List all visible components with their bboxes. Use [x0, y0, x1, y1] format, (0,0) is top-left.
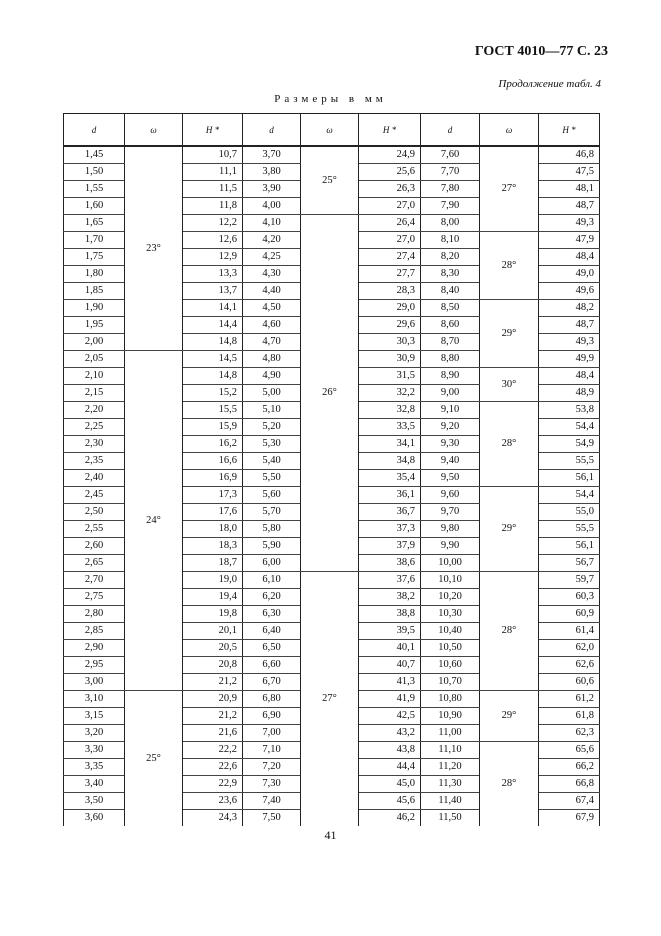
h-cell: 19,0	[183, 572, 243, 589]
omega-cell: 28°	[480, 572, 539, 691]
h-cell: 48,2	[539, 300, 600, 317]
col-header: ω	[301, 114, 359, 147]
d-cell: 4,00	[243, 198, 301, 215]
dimensions-table	[63, 113, 600, 826]
omega-cell: 25°	[301, 146, 359, 215]
col-header: ω	[125, 114, 183, 147]
d-cell: 6,40	[243, 623, 301, 640]
h-cell: 25,6	[359, 164, 421, 181]
d-cell: 5,40	[243, 453, 301, 470]
h-cell: 56,1	[539, 470, 600, 487]
d-cell: 2,80	[64, 606, 125, 623]
d-cell: 8,70	[421, 334, 480, 351]
d-cell: 10,50	[421, 640, 480, 657]
h-cell: 66,8	[539, 776, 600, 793]
h-cell: 20,8	[183, 657, 243, 674]
d-cell: 5,60	[243, 487, 301, 504]
d-cell: 1,55	[64, 181, 125, 198]
d-cell: 2,10	[64, 368, 125, 385]
d-cell: 1,50	[64, 164, 125, 181]
d-cell: 4,10	[243, 215, 301, 232]
h-cell: 29,0	[359, 300, 421, 317]
h-cell: 40,1	[359, 640, 421, 657]
h-cell: 62,3	[539, 725, 600, 742]
h-cell: 12,9	[183, 249, 243, 266]
d-cell: 3,10	[64, 691, 125, 708]
d-cell: 2,25	[64, 419, 125, 436]
d-cell: 9,80	[421, 521, 480, 538]
d-cell: 5,10	[243, 402, 301, 419]
d-cell: 2,35	[64, 453, 125, 470]
d-cell: 7,20	[243, 759, 301, 776]
d-cell: 10,60	[421, 657, 480, 674]
d-cell: 3,50	[64, 793, 125, 810]
h-cell: 15,9	[183, 419, 243, 436]
h-cell: 16,6	[183, 453, 243, 470]
d-cell: 7,00	[243, 725, 301, 742]
h-cell: 22,2	[183, 742, 243, 759]
h-cell: 56,1	[539, 538, 600, 555]
units-caption: Размеры в мм	[274, 93, 387, 105]
h-cell: 48,4	[539, 249, 600, 266]
h-cell: 44,4	[359, 759, 421, 776]
d-cell: 9,10	[421, 402, 480, 419]
d-cell: 8,30	[421, 266, 480, 283]
omega-cell: 29°	[480, 691, 539, 742]
omega-cell: 28°	[480, 232, 539, 300]
h-cell: 46,2	[359, 810, 421, 827]
d-cell: 6,00	[243, 555, 301, 572]
h-cell: 48,4	[539, 368, 600, 385]
h-cell: 36,7	[359, 504, 421, 521]
d-cell: 2,95	[64, 657, 125, 674]
h-cell: 21,6	[183, 725, 243, 742]
d-cell: 3,70	[243, 146, 301, 164]
h-cell: 33,5	[359, 419, 421, 436]
h-cell: 60,6	[539, 674, 600, 691]
h-cell: 17,6	[183, 504, 243, 521]
h-cell: 22,6	[183, 759, 243, 776]
h-cell: 45,6	[359, 793, 421, 810]
d-cell: 5,50	[243, 470, 301, 487]
h-cell: 41,3	[359, 674, 421, 691]
col-header: H *	[183, 114, 243, 147]
d-cell: 10,00	[421, 555, 480, 572]
h-cell: 66,2	[539, 759, 600, 776]
d-cell: 8,40	[421, 283, 480, 300]
d-cell: 1,75	[64, 249, 125, 266]
h-cell: 39,5	[359, 623, 421, 640]
d-cell: 3,40	[64, 776, 125, 793]
d-cell: 10,70	[421, 674, 480, 691]
h-cell: 14,4	[183, 317, 243, 334]
h-cell: 47,5	[539, 164, 600, 181]
h-cell: 21,2	[183, 708, 243, 725]
h-cell: 55,5	[539, 453, 600, 470]
h-cell: 27,7	[359, 266, 421, 283]
h-cell: 27,0	[359, 198, 421, 215]
d-cell: 10,80	[421, 691, 480, 708]
d-cell: 1,60	[64, 198, 125, 215]
h-cell: 43,2	[359, 725, 421, 742]
h-cell: 30,9	[359, 351, 421, 368]
d-cell: 3,90	[243, 181, 301, 198]
d-cell: 1,90	[64, 300, 125, 317]
d-cell: 8,80	[421, 351, 480, 368]
h-cell: 61,4	[539, 623, 600, 640]
h-cell: 26,3	[359, 181, 421, 198]
d-cell: 1,45	[64, 146, 125, 164]
d-cell: 4,70	[243, 334, 301, 351]
h-cell: 20,9	[183, 691, 243, 708]
h-cell: 31,5	[359, 368, 421, 385]
d-cell: 7,60	[421, 146, 480, 164]
h-cell: 54,9	[539, 436, 600, 453]
h-cell: 16,9	[183, 470, 243, 487]
d-cell: 2,20	[64, 402, 125, 419]
d-cell: 11,30	[421, 776, 480, 793]
col-header: d	[243, 114, 301, 147]
d-cell: 2,75	[64, 589, 125, 606]
d-cell: 1,65	[64, 215, 125, 232]
h-cell: 32,8	[359, 402, 421, 419]
h-cell: 11,8	[183, 198, 243, 215]
d-cell: 4,50	[243, 300, 301, 317]
h-cell: 22,9	[183, 776, 243, 793]
h-cell: 27,4	[359, 249, 421, 266]
d-cell: 8,10	[421, 232, 480, 249]
h-cell: 11,5	[183, 181, 243, 198]
omega-cell: 30°	[480, 368, 539, 402]
h-cell: 38,6	[359, 555, 421, 572]
h-cell: 60,9	[539, 606, 600, 623]
d-cell: 2,15	[64, 385, 125, 402]
d-cell: 2,50	[64, 504, 125, 521]
d-cell: 2,30	[64, 436, 125, 453]
d-cell: 5,00	[243, 385, 301, 402]
d-cell: 2,65	[64, 555, 125, 572]
d-cell: 6,70	[243, 674, 301, 691]
h-cell: 24,3	[183, 810, 243, 827]
d-cell: 2,85	[64, 623, 125, 640]
d-cell: 6,90	[243, 708, 301, 725]
d-cell: 4,60	[243, 317, 301, 334]
d-cell: 2,90	[64, 640, 125, 657]
h-cell: 15,5	[183, 402, 243, 419]
d-cell: 3,15	[64, 708, 125, 725]
table-header-row	[64, 114, 600, 147]
d-cell: 3,20	[64, 725, 125, 742]
col-header: ω	[480, 114, 539, 147]
d-cell: 7,50	[243, 810, 301, 827]
h-cell: 27,0	[359, 232, 421, 249]
h-cell: 67,9	[539, 810, 600, 827]
h-cell: 43,8	[359, 742, 421, 759]
h-cell: 36,1	[359, 487, 421, 504]
h-cell: 62,6	[539, 657, 600, 674]
h-cell: 19,8	[183, 606, 243, 623]
d-cell: 4,90	[243, 368, 301, 385]
h-cell: 20,5	[183, 640, 243, 657]
h-cell: 54,4	[539, 487, 600, 504]
h-cell: 35,4	[359, 470, 421, 487]
omega-cell: 24°	[125, 351, 183, 691]
h-cell: 65,6	[539, 742, 600, 759]
h-cell: 49,6	[539, 283, 600, 300]
h-cell: 55,0	[539, 504, 600, 521]
h-cell: 59,7	[539, 572, 600, 589]
d-cell: 8,00	[421, 215, 480, 232]
h-cell: 18,3	[183, 538, 243, 555]
d-cell: 4,20	[243, 232, 301, 249]
h-cell: 56,7	[539, 555, 600, 572]
h-cell: 19,4	[183, 589, 243, 606]
h-cell: 67,4	[539, 793, 600, 810]
d-cell: 10,20	[421, 589, 480, 606]
d-cell: 8,60	[421, 317, 480, 334]
d-cell: 5,90	[243, 538, 301, 555]
h-cell: 24,9	[359, 146, 421, 164]
h-cell: 42,5	[359, 708, 421, 725]
h-cell: 34,8	[359, 453, 421, 470]
h-cell: 21,2	[183, 674, 243, 691]
table-body	[64, 146, 600, 826]
h-cell: 54,4	[539, 419, 600, 436]
page-number: 41	[324, 828, 337, 842]
h-cell: 48,1	[539, 181, 600, 198]
d-cell: 2,00	[64, 334, 125, 351]
d-cell: 9,60	[421, 487, 480, 504]
omega-cell: 26°	[301, 215, 359, 572]
d-cell: 1,70	[64, 232, 125, 249]
h-cell: 38,2	[359, 589, 421, 606]
h-cell: 62,0	[539, 640, 600, 657]
table-row	[64, 146, 600, 164]
col-header: d	[421, 114, 480, 147]
h-cell: 26,4	[359, 215, 421, 232]
d-cell: 10,40	[421, 623, 480, 640]
h-cell: 29,6	[359, 317, 421, 334]
d-cell: 2,40	[64, 470, 125, 487]
d-cell: 10,10	[421, 572, 480, 589]
h-cell: 37,6	[359, 572, 421, 589]
h-cell: 48,7	[539, 317, 600, 334]
d-cell: 2,55	[64, 521, 125, 538]
h-cell: 38,8	[359, 606, 421, 623]
h-cell: 15,2	[183, 385, 243, 402]
h-cell: 18,7	[183, 555, 243, 572]
omega-cell: 28°	[480, 742, 539, 827]
d-cell: 1,80	[64, 266, 125, 283]
d-cell: 4,30	[243, 266, 301, 283]
h-cell: 14,1	[183, 300, 243, 317]
d-cell: 7,30	[243, 776, 301, 793]
h-cell: 14,8	[183, 368, 243, 385]
d-cell: 2,70	[64, 572, 125, 589]
page-header: ГОСТ 4010—77 С. 23	[474, 44, 608, 59]
h-cell: 48,7	[539, 198, 600, 215]
d-cell: 4,80	[243, 351, 301, 368]
h-cell: 10,7	[183, 146, 243, 164]
h-cell: 28,3	[359, 283, 421, 300]
d-cell: 7,70	[421, 164, 480, 181]
h-cell: 14,5	[183, 351, 243, 368]
h-cell: 16,2	[183, 436, 243, 453]
d-cell: 2,45	[64, 487, 125, 504]
h-cell: 45,0	[359, 776, 421, 793]
col-header: d	[64, 114, 125, 147]
h-cell: 49,9	[539, 351, 600, 368]
omega-cell: 25°	[125, 691, 183, 827]
h-cell: 37,9	[359, 538, 421, 555]
h-cell: 12,2	[183, 215, 243, 232]
h-cell: 49,0	[539, 266, 600, 283]
d-cell: 11,00	[421, 725, 480, 742]
table-continuation-note: Продолжение табл. 4	[498, 78, 601, 90]
d-cell: 2,05	[64, 351, 125, 368]
d-cell: 7,40	[243, 793, 301, 810]
d-cell: 10,90	[421, 708, 480, 725]
d-cell: 9,00	[421, 385, 480, 402]
h-cell: 40,7	[359, 657, 421, 674]
h-cell: 34,1	[359, 436, 421, 453]
h-cell: 46,8	[539, 146, 600, 164]
d-cell: 6,30	[243, 606, 301, 623]
d-cell: 3,35	[64, 759, 125, 776]
d-cell: 8,50	[421, 300, 480, 317]
d-cell: 6,80	[243, 691, 301, 708]
d-cell: 9,50	[421, 470, 480, 487]
h-cell: 13,7	[183, 283, 243, 300]
d-cell: 8,20	[421, 249, 480, 266]
h-cell: 53,8	[539, 402, 600, 419]
h-cell: 18,0	[183, 521, 243, 538]
d-cell: 9,40	[421, 453, 480, 470]
d-cell: 5,20	[243, 419, 301, 436]
d-cell: 10,30	[421, 606, 480, 623]
d-cell: 1,85	[64, 283, 125, 300]
h-cell: 47,9	[539, 232, 600, 249]
col-header: H *	[359, 114, 421, 147]
d-cell: 4,40	[243, 283, 301, 300]
d-cell: 7,90	[421, 198, 480, 215]
omega-cell: 28°	[480, 402, 539, 487]
d-cell: 3,00	[64, 674, 125, 691]
h-cell: 13,3	[183, 266, 243, 283]
h-cell: 55,5	[539, 521, 600, 538]
h-cell: 60,3	[539, 589, 600, 606]
d-cell: 9,90	[421, 538, 480, 555]
d-cell: 5,30	[243, 436, 301, 453]
h-cell: 61,2	[539, 691, 600, 708]
d-cell: 8,90	[421, 368, 480, 385]
d-cell: 4,25	[243, 249, 301, 266]
d-cell: 11,10	[421, 742, 480, 759]
d-cell: 11,40	[421, 793, 480, 810]
h-cell: 61,8	[539, 708, 600, 725]
d-cell: 2,60	[64, 538, 125, 555]
d-cell: 3,60	[64, 810, 125, 827]
d-cell: 7,10	[243, 742, 301, 759]
h-cell: 17,3	[183, 487, 243, 504]
d-cell: 6,60	[243, 657, 301, 674]
d-cell: 7,80	[421, 181, 480, 198]
d-cell: 6,50	[243, 640, 301, 657]
h-cell: 30,3	[359, 334, 421, 351]
h-cell: 23,6	[183, 793, 243, 810]
d-cell: 11,50	[421, 810, 480, 827]
d-cell: 6,20	[243, 589, 301, 606]
d-cell: 6,10	[243, 572, 301, 589]
h-cell: 41,9	[359, 691, 421, 708]
d-cell: 9,20	[421, 419, 480, 436]
omega-cell: 23°	[125, 146, 183, 351]
h-cell: 49,3	[539, 334, 600, 351]
d-cell: 1,95	[64, 317, 125, 334]
omega-cell: 29°	[480, 300, 539, 368]
omega-cell: 27°	[301, 572, 359, 827]
col-header: H *	[539, 114, 600, 147]
d-cell: 3,80	[243, 164, 301, 181]
h-cell: 48,9	[539, 385, 600, 402]
h-cell: 12,6	[183, 232, 243, 249]
omega-cell: 27°	[480, 146, 539, 232]
d-cell: 9,70	[421, 504, 480, 521]
d-cell: 9,30	[421, 436, 480, 453]
d-cell: 11,20	[421, 759, 480, 776]
h-cell: 20,1	[183, 623, 243, 640]
h-cell: 32,2	[359, 385, 421, 402]
d-cell: 5,70	[243, 504, 301, 521]
h-cell: 11,1	[183, 164, 243, 181]
h-cell: 49,3	[539, 215, 600, 232]
h-cell: 37,3	[359, 521, 421, 538]
h-cell: 14,8	[183, 334, 243, 351]
d-cell: 5,80	[243, 521, 301, 538]
omega-cell: 29°	[480, 487, 539, 572]
d-cell: 3,30	[64, 742, 125, 759]
